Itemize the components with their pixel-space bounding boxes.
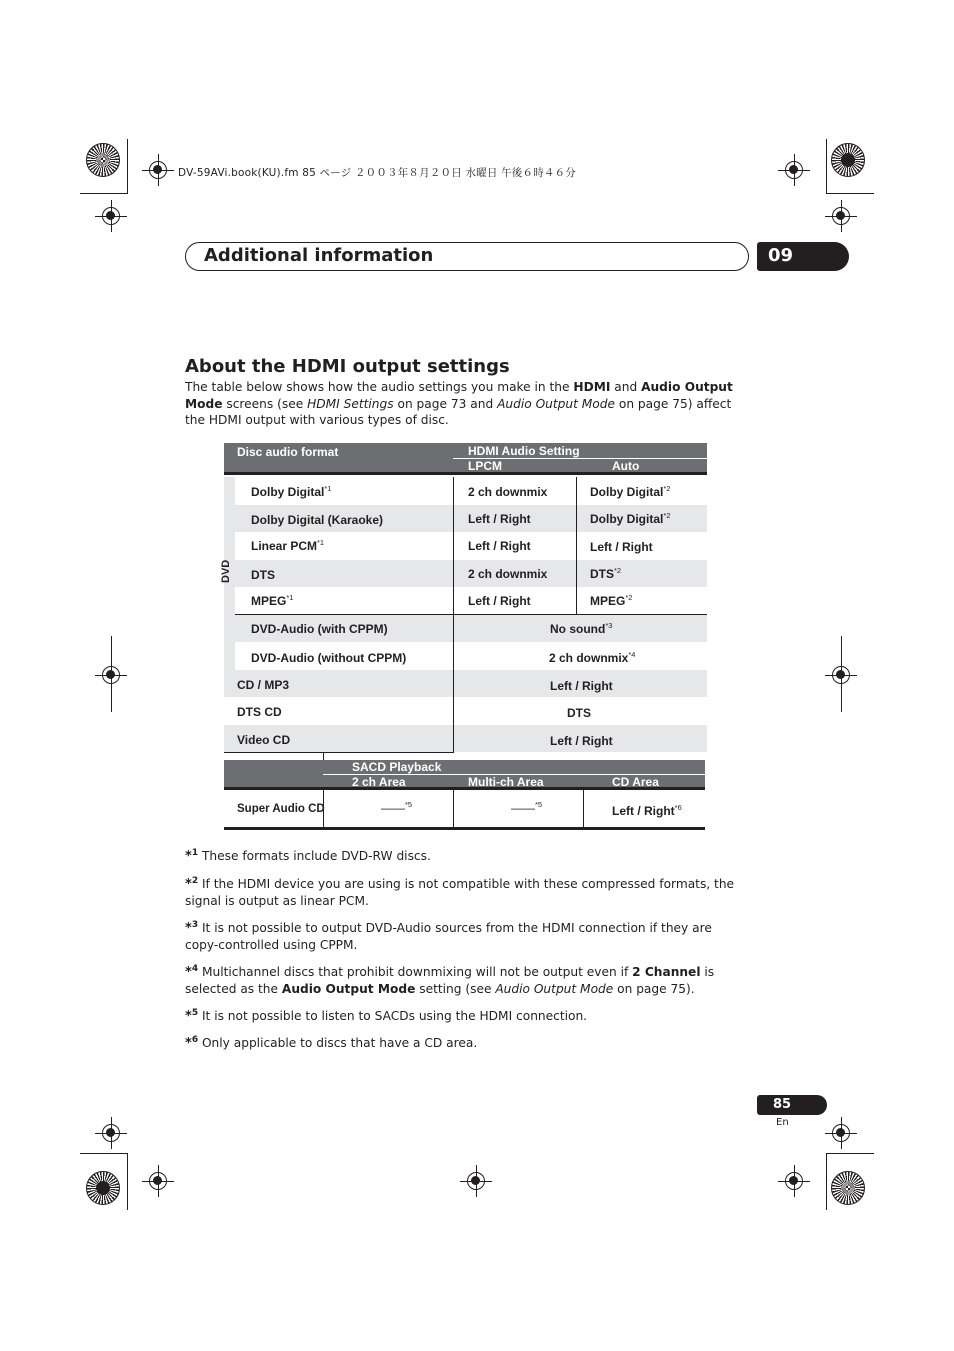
crop-line <box>826 1153 827 1210</box>
footnote-2: *$^2$ If the HDMI device you are using is not compatible with these compressed formats, the signal is output as linear PCM. <box>185 875 735 908</box>
table-row-format: DVD-Audio (with CPPM) <box>251 622 388 636</box>
footnote-1: *$^1$ These formats include DVD-RW discs. <box>185 848 431 864</box>
table-row-format: Linear PCM$^{*1}$ <box>251 538 325 553</box>
registration-mark <box>149 1172 167 1190</box>
table-row-lpcm: Left / Right <box>468 539 531 553</box>
page-language: En <box>776 1117 789 1128</box>
footnote-6: *$^6$ Only applicable to discs that have a CD area. <box>185 1035 478 1051</box>
crop-starburst-bottom-right <box>831 1171 865 1205</box>
table-row-value: DTS <box>567 706 591 720</box>
crop-line <box>111 636 112 712</box>
sacd-cd-value: Left / Right$^{*6}$ <box>612 803 682 818</box>
header-hdmi-audio-setting: HDMI Audio Setting <box>468 444 580 458</box>
registration-mark <box>785 161 803 179</box>
registration-mark <box>832 1124 850 1142</box>
section-title: About the HDMI output settings <box>185 356 510 377</box>
footnote-5: *$^5$ It is not possible to listen to SACDs using the HDMI connection. <box>185 1007 588 1024</box>
header-multich-area: Multi-ch Area <box>468 775 544 789</box>
registration-mark <box>149 161 167 179</box>
header-sacd-playback: SACD Playback <box>352 760 442 774</box>
crop-line <box>826 139 827 194</box>
sacd-multich-value: ——$^{*5}$ <box>511 800 543 815</box>
table-row-lpcm: Left / Right <box>468 512 531 526</box>
crop-line <box>127 1153 128 1210</box>
table-row-lpcm: 2 ch downmix <box>468 485 548 499</box>
sacd-2ch-value: ——$^{*5}$ <box>381 800 413 815</box>
table-row-auto: Left / Right <box>590 540 653 554</box>
table-row-format: DTS CD <box>237 705 282 719</box>
table-row-format: Dolby Digital$^{*1}$ <box>251 484 332 499</box>
header-title: Additional information <box>204 245 434 266</box>
header-lpcm: LPCM <box>468 459 502 473</box>
table-row-value: Left / Right <box>550 679 613 693</box>
crop-line <box>841 636 842 712</box>
footnote-4: *$^4$ Multichannel discs that prohibit downmixing will not be output even if 2 Channel is selected as the Audio Output Mode setting (see Audio Output Mode on page 75). <box>185 963 715 996</box>
header-cd-area: CD Area <box>612 775 659 789</box>
table-row-format: Video CD <box>237 733 291 747</box>
registration-mark <box>467 1172 485 1190</box>
header-disc-audio-format: Disc audio format <box>237 445 339 459</box>
footnotes <box>185 845 745 1060</box>
header-auto: Auto <box>612 459 640 473</box>
table-row-lpcm: Left / Right <box>468 594 531 608</box>
registration-mark <box>785 1172 803 1190</box>
table-row-value: 2 ch downmix$^{*4}$ <box>549 650 636 665</box>
table-row-format: DTS <box>251 568 275 582</box>
sacd-row-label: Super Audio CD <box>237 803 325 815</box>
file-meta: DV-59AVi.book(KU).fm 85 ページ ２００３年８月２０日 水曜日 午後６時４６分 <box>178 167 577 179</box>
table-row-auto: Dolby Digital$^{*2}$ <box>590 484 671 499</box>
table-row-value: Left / Right <box>550 734 613 748</box>
header-2ch-area: 2 ch Area <box>352 775 406 789</box>
crop-starburst-bottom-left <box>86 1171 120 1205</box>
crop-line <box>826 193 874 194</box>
table-row-auto: MPEG$^{*2}$ <box>590 593 633 608</box>
crop-starburst-top-right <box>831 143 865 177</box>
crop-line <box>127 139 128 194</box>
table-row-auto: Dolby Digital$^{*2}$ <box>590 511 671 526</box>
registration-mark <box>102 207 120 225</box>
table-row-lpcm: 2 ch downmix <box>468 567 548 581</box>
crop-line <box>80 193 128 194</box>
dvd-group-label: DVD <box>220 559 232 583</box>
table-row-auto: DTS$^{*2}$ <box>590 566 622 581</box>
crop-starburst-top-left <box>86 143 120 177</box>
intro-paragraph: The table below shows how the audio settings you make in the HDMI and Audio Output Mode screens (see HDMI Settings on page 73 and Audio Output Mode on page 75) affect the HDMI output with various types of disc. <box>185 380 733 427</box>
crop-line <box>826 1153 874 1154</box>
table-row-format: CD / MP3 <box>237 678 290 692</box>
table-row-format: MPEG$^{*1}$ <box>251 593 294 608</box>
chapter-number: 09 <box>768 245 794 266</box>
crop-line <box>80 1153 128 1154</box>
table-row-format: Dolby Digital (Karaoke) <box>251 513 384 527</box>
page-number: 85 <box>773 1097 792 1112</box>
table-row-format: DVD-Audio (without CPPM) <box>251 651 407 665</box>
table-row-value: No sound$^{*3}$ <box>550 621 613 636</box>
registration-mark <box>102 1124 120 1142</box>
footnote-3: *$^3$ It is not possible to output DVD-Audio sources from the HDMI connection if they are copy-controlled using CPPM. <box>185 919 712 952</box>
registration-mark <box>832 207 850 225</box>
page-number-badge <box>757 1095 827 1115</box>
